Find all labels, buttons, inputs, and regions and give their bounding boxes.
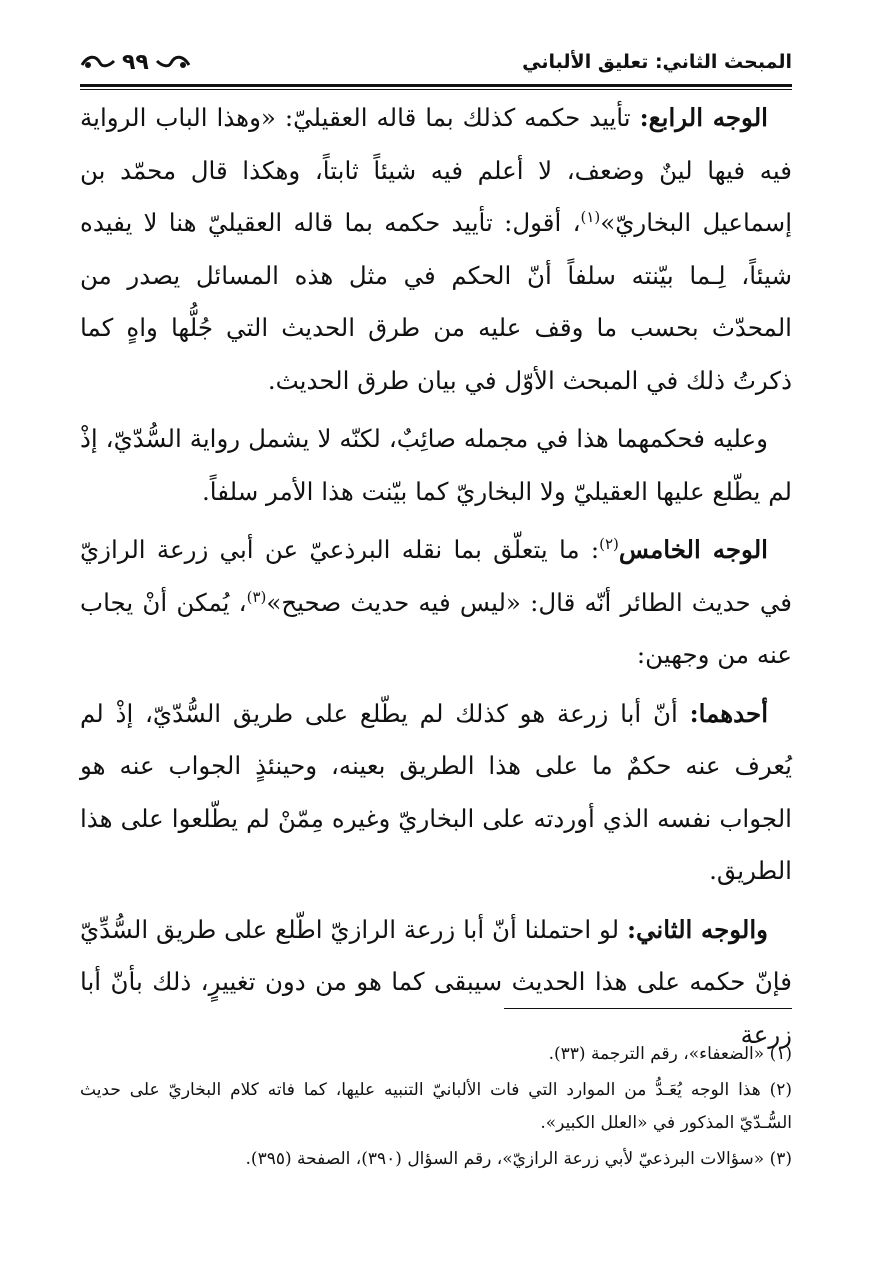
footnote-text: هذا الوجه يُعَـدُّ من الموارد التي فات الألبانيّ التنبيه عليها، كما فاته كلام البخاريّ على حديث السُّـدّيّ المذكور في «العلل الكبير». <box>80 1080 792 1133</box>
footnote-text: «سؤالات البرذعيّ لأبي زرعة الرازيّ»، رقم السؤال (٣٩٠)، الصفحة (٣٩٥). <box>245 1149 765 1169</box>
paragraph-text: وعليه فحكمهما هذا في مجمله صائِبٌ، لكنّه لا يشمل رواية السُّدّيّ، إذْ لم يطّلع عليها العقيليّ ولا البخاريّ كما بيّنت هذا الأمر سلفاً. <box>80 424 792 506</box>
footnote-ref-3[interactable]: (٣) <box>246 587 267 606</box>
paragraph-first-answer <box>80 688 792 898</box>
paragraph-lead: الوجه الخامس <box>618 535 768 564</box>
footnote-1 <box>80 1038 792 1071</box>
footnote-separator <box>504 1008 792 1009</box>
footnote-ref-2[interactable]: (٢) <box>599 534 619 553</box>
paragraph-text: ، يُمكن أنْ يجاب عنه من وجهين: <box>80 587 792 669</box>
main-text <box>80 92 792 1067</box>
paragraph-lead: والوجه الثاني: <box>626 914 768 944</box>
footnote-number: (٣) <box>769 1149 792 1169</box>
paragraph-conclusion <box>80 413 792 518</box>
page-number: ٩٩ <box>122 49 149 75</box>
paragraph-lead: الوجه الرابع: <box>639 103 768 132</box>
footnote-ref-1[interactable]: (١) <box>580 207 601 226</box>
ornament-left-icon <box>80 53 116 71</box>
paragraph-fifth-aspect <box>80 524 792 682</box>
footnote-number: (١) <box>769 1044 792 1064</box>
header-rule <box>80 84 792 90</box>
paragraph-fourth-aspect <box>80 92 792 407</box>
paragraph-text: ، أقول: تأييد حكمه بما قاله العقيليّ هنا لا يفيده شيئاً، لِـما بيّنته سلفاً أنّ الحكم في مثل هذه المسائل يصدر من المحدّث بحسب ما وقف عليه من طرق الحديث التي جُلُّها واهٍ كما ذكرتُ ذلك في المبحث الأوّل في بيان طرق الحديث. <box>80 208 792 395</box>
ornament-right-icon <box>155 53 191 71</box>
paragraph-lead: أحدهما: <box>689 698 768 728</box>
footnote-3 <box>80 1143 792 1176</box>
running-header <box>80 40 792 84</box>
footnote-number: (٢) <box>769 1080 792 1100</box>
paragraph-text: تأييد حكمه كذلك بما قاله العقيليّ: «وهذا الباب الرواية فيه فيها لينٌ وضعف، لا أعلم فيه شيئاً ثابتاً، وهكذا قال محمّد بن إسماعيل البخاريّ» <box>80 103 792 237</box>
paragraph-text: لو احتملنا أنّ أبا زرعة الرازيّ اطّلع على طريق السُّدِّيّ فإنّ حكمه على هذا الحديث سيبقى كما هو من دون تغييرٍ، ذلك بأنّ أبا زرعة <box>80 914 792 1049</box>
paragraph-text: : ما يتعلّق بما نقله البرذعيّ عن أبي زرعة الرازيّ في حديث الطائر أنّه قال: «ليس فيه حديث صحيح» <box>80 535 792 617</box>
page-number-ornament <box>80 50 191 75</box>
footnote-text: «الضعفاء»، رقم الترجمة (٣٣). <box>548 1044 765 1064</box>
footnotes <box>80 1038 792 1179</box>
header-title: المبحث الثاني: تعليق الألباني <box>522 51 792 73</box>
paragraph-text: أنّ أبا زرعة هو كذلك لم يطّلع على طريق السُّدّيّ، إذْ لم يُعرف عنه حكمٌ ما على هذا الطريق بعينه، وحينئذٍ الجواب عنه هو الجواب نفسه الذي أوردته على البخاريّ وغيره مِمّنْ لم يطّلعوا على هذا الطريق. <box>80 698 792 885</box>
footnote-2 <box>80 1074 792 1140</box>
